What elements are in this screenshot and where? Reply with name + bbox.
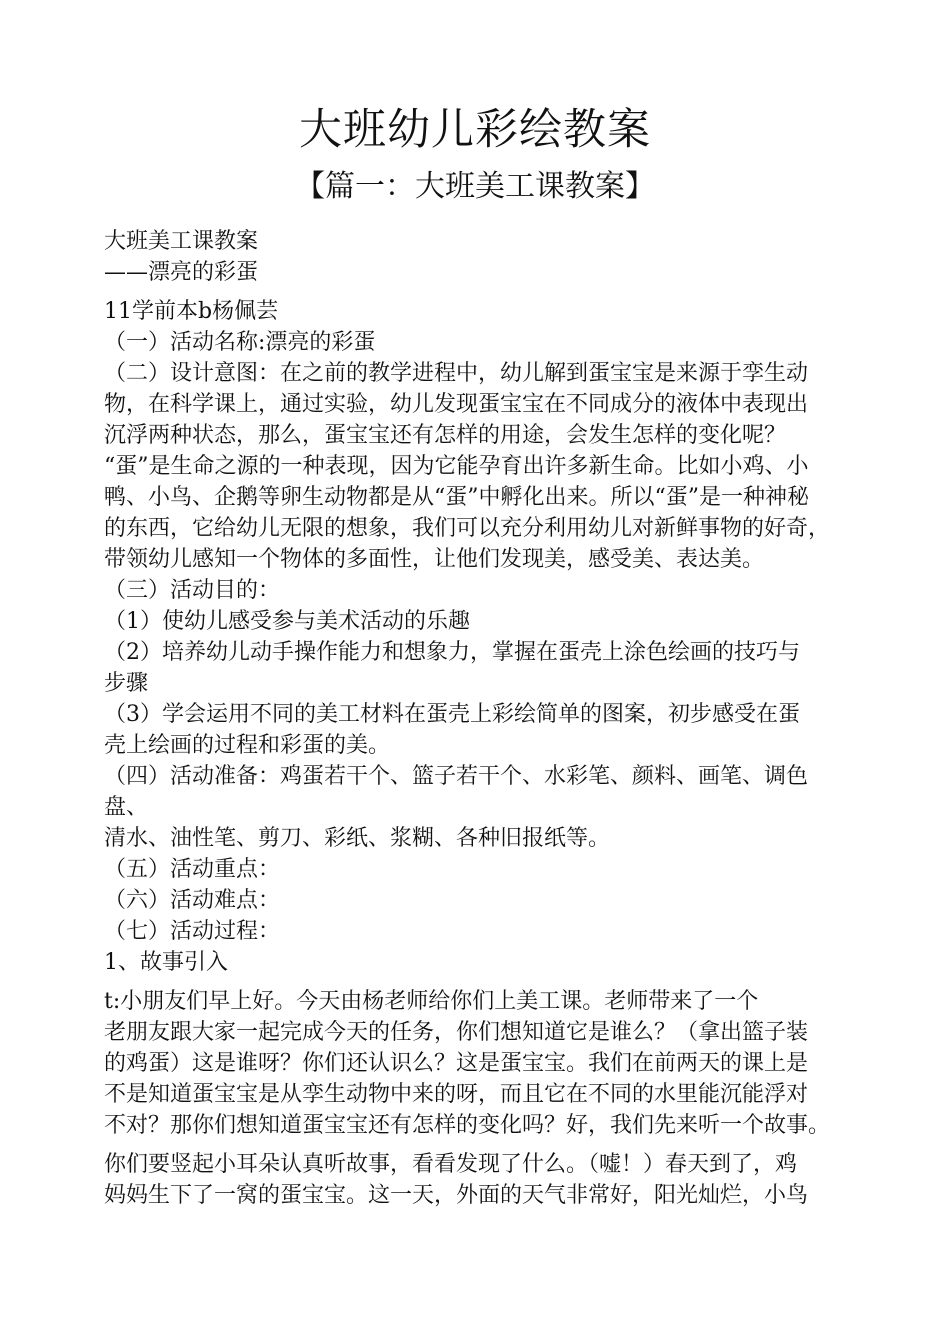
text-line: 1、故事引入: [104, 950, 228, 975]
text-line: 大班美工课教案: [104, 229, 259, 254]
text-line: （一）活动名称:漂亮的彩蛋: [104, 330, 376, 355]
text-line: 盘、: [104, 795, 149, 820]
text-line: 物，在科学课上，通过实验，幼儿发现蛋宝宝在不同成分的液体中表现出: [104, 392, 809, 417]
text-line: 不对？那你们想知道蛋宝宝还有怎样的变化吗？好，我们先来听一个故事。: [104, 1113, 831, 1138]
text-line: 的鸡蛋）这是谁呀？你们还认识么？这是蛋宝宝。我们在前两天的课上是: [104, 1051, 809, 1076]
document-body: [104, 226, 884, 1211]
text-line: （三）活动目的：: [104, 578, 281, 603]
text-line: t:小朋友们早上好。今天由杨老师给你们上美工课。老师带来了一个: [104, 989, 759, 1014]
section-heading: 【篇一：大班美工课教案】: [295, 169, 655, 204]
text-line: （1）使幼儿感受参与美术活动的乐趣: [104, 609, 470, 634]
text-line: （二）设计意图：在之前的教学进程中，幼儿解到蛋宝宝是来源于孪生动: [104, 361, 809, 386]
text-line: 的东西，它给幼儿无限的想象，我们可以充分利用幼儿对新鲜事物的好奇，: [104, 516, 831, 541]
document-title: 大班幼儿彩绘教案: [299, 105, 651, 155]
text-line: 11学前本b杨佩芸: [104, 299, 279, 324]
text-line: 步骤: [104, 671, 149, 696]
text-line: （四）活动准备：鸡蛋若干个、篮子若干个、水彩笔、颜料、画笔、调色: [104, 764, 809, 789]
text-line: 沉浮两种状态，那么，蛋宝宝还有怎样的用途，会发生怎样的变化呢？: [104, 423, 787, 448]
text-line: 带领幼儿感知一个物体的多面性，让他们发现美，感受美、表达美。: [104, 547, 765, 572]
text-line: 老朋友跟大家一起完成今天的任务，你们想知道它是谁么？（拿出篮子装: [104, 1020, 809, 1045]
text-line: （六）活动难点：: [104, 888, 281, 913]
text-line: 鸭、小鸟、企鹅等卵生动物都是从“蛋”中孵化出来。所以“蛋”是一种神秘: [104, 485, 809, 510]
text-line: （七）活动过程：: [104, 919, 281, 944]
text-line: （3）学会运用不同的美工材料在蛋壳上彩绘简单的图案，初步感受在蛋: [104, 702, 800, 727]
text-line: 妈妈生下了一窝的蛋宝宝。这一天，外面的天气非常好，阳光灿烂，小鸟: [104, 1183, 809, 1208]
text-line: 清水、油性笔、剪刀、彩纸、浆糊、各种旧报纸等。: [104, 826, 611, 851]
text-line: 你们要竖起小耳朵认真听故事，看看发现了什么。（嘘！）春天到了，鸡: [104, 1152, 798, 1177]
text-line: 壳上绘画的过程和彩蛋的美。: [104, 733, 391, 758]
text-line: ——漂亮的彩蛋: [104, 260, 259, 285]
text-line: 不是知道蛋宝宝是从孪生动物中来的呀，而且它在不同的水里能沉能浮对: [104, 1082, 809, 1107]
text-line: （五）活动重点：: [104, 857, 281, 882]
text-line: （2）培养幼儿动手操作能力和想象力，掌握在蛋壳上涂色绘画的技巧与: [104, 640, 800, 665]
text-line: “蛋”是生命之源的一种表现，因为它能孕育出许多新生命。比如小鸡、小: [104, 454, 809, 479]
